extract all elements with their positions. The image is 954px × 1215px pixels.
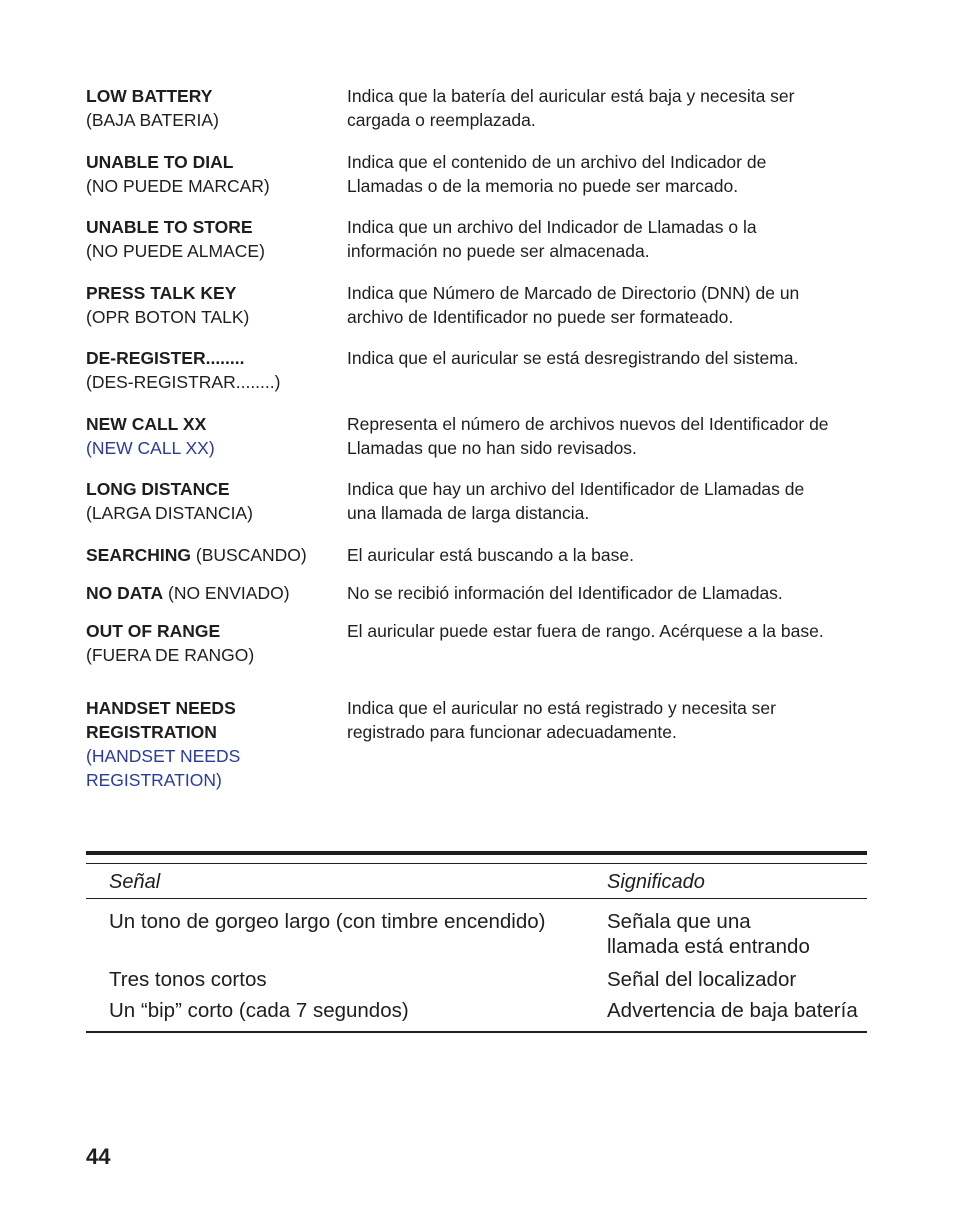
term-definition: El auricular está buscando a la base.: [347, 545, 634, 565]
term-english: UNABLE TO STORE: [86, 217, 253, 237]
term-definition: Indica que Número de Marcado de Directorio (DNN) de un archivo de Identificador no puede ser formateado.: [347, 283, 800, 327]
term-english: SEARCHING: [86, 545, 192, 565]
term-definition: Indica que hay un archivo del Identificador de Llamadas de una llamada de larga distancia.: [347, 479, 805, 523]
term-english: DE-REGISTER........: [86, 348, 245, 368]
table-header-meaning: Significado: [607, 871, 705, 893]
term-spanish: REGISTRATION): [86, 770, 222, 790]
term-spanish: (DES-REGISTRAR........): [86, 372, 281, 392]
term-definition: El auricular puede estar fuera de rango. Acérquese a la base.: [347, 621, 824, 641]
term-spanish: (LARGA DISTANCIA): [86, 503, 253, 523]
table-cell-signal: Un “bip” corto (cada 7 segundos): [109, 999, 409, 1022]
table-cell-signal: Tres tonos cortos: [109, 968, 267, 991]
term-spanish: (NEW CALL XX): [86, 438, 215, 458]
term-spanish: (NO PUEDE MARCAR): [86, 176, 270, 196]
term-definition: Indica que el auricular se está desregistrando del sistema.: [347, 348, 799, 368]
term-spanish: (NO PUEDE ALMACE): [86, 241, 265, 261]
term-english: HANDSET NEEDS: [86, 698, 236, 718]
term-definition: Representa el número de archivos nuevos del Identificador de Llamadas que no han sido revisados.: [347, 414, 829, 458]
term-spanish: (OPR BOTON TALK): [86, 307, 250, 327]
term-definition: No se recibió información del Identificador de Llamadas.: [347, 583, 783, 603]
term-spanish: (NO ENVIADO): [163, 583, 290, 603]
table-cell-signal: Un tono de gorgeo largo (con timbre encendido): [109, 910, 546, 933]
page-number: 44: [86, 1144, 111, 1169]
table-top-rule: [86, 851, 867, 855]
table-bottom-rule: [86, 1031, 867, 1033]
term-spanish: (BUSCANDO): [191, 545, 307, 565]
term-spanish: (FUERA DE RANGO): [86, 645, 255, 665]
table-cell-meaning: Señal del localizador: [607, 968, 797, 991]
table-top-rule-thin: [86, 863, 867, 864]
term-definition: Indica que la batería del auricular está baja y necesita ser cargada o reemplazada.: [347, 86, 795, 130]
table-cell-meaning: Señala que una: [607, 910, 751, 933]
term-english: NEW CALL XX: [86, 414, 207, 434]
table-cell-meaning: Advertencia de baja batería: [607, 999, 858, 1022]
term-english: PRESS TALK KEY: [86, 283, 237, 303]
table-cell-meaning: llamada está entrando: [607, 935, 810, 958]
term-definition: Indica que el auricular no está registrado y necesita ser registrado para funcionar adecuadamente.: [347, 698, 776, 742]
term-spanish: (HANDSET NEEDS: [86, 746, 241, 766]
term-spanish: (BAJA BATERIA): [86, 110, 219, 130]
term-english: LONG DISTANCE: [86, 479, 230, 499]
term-definition: Indica que el contenido de un archivo del Indicador de Llamadas o de la memoria no puede ser marcado.: [347, 152, 767, 196]
term-english: UNABLE TO DIAL: [86, 152, 234, 172]
table-header-rule: [86, 898, 867, 899]
term-english: REGISTRATION: [86, 722, 217, 742]
table-header-signal: Señal: [109, 871, 161, 893]
term-definition: Indica que un archivo del Indicador de Llamadas o la información no puede ser almacenada.: [347, 217, 757, 261]
term-english: NO DATA: [86, 583, 164, 603]
term-english: OUT OF RANGE: [86, 621, 221, 641]
term-english: LOW BATTERY: [86, 86, 213, 106]
